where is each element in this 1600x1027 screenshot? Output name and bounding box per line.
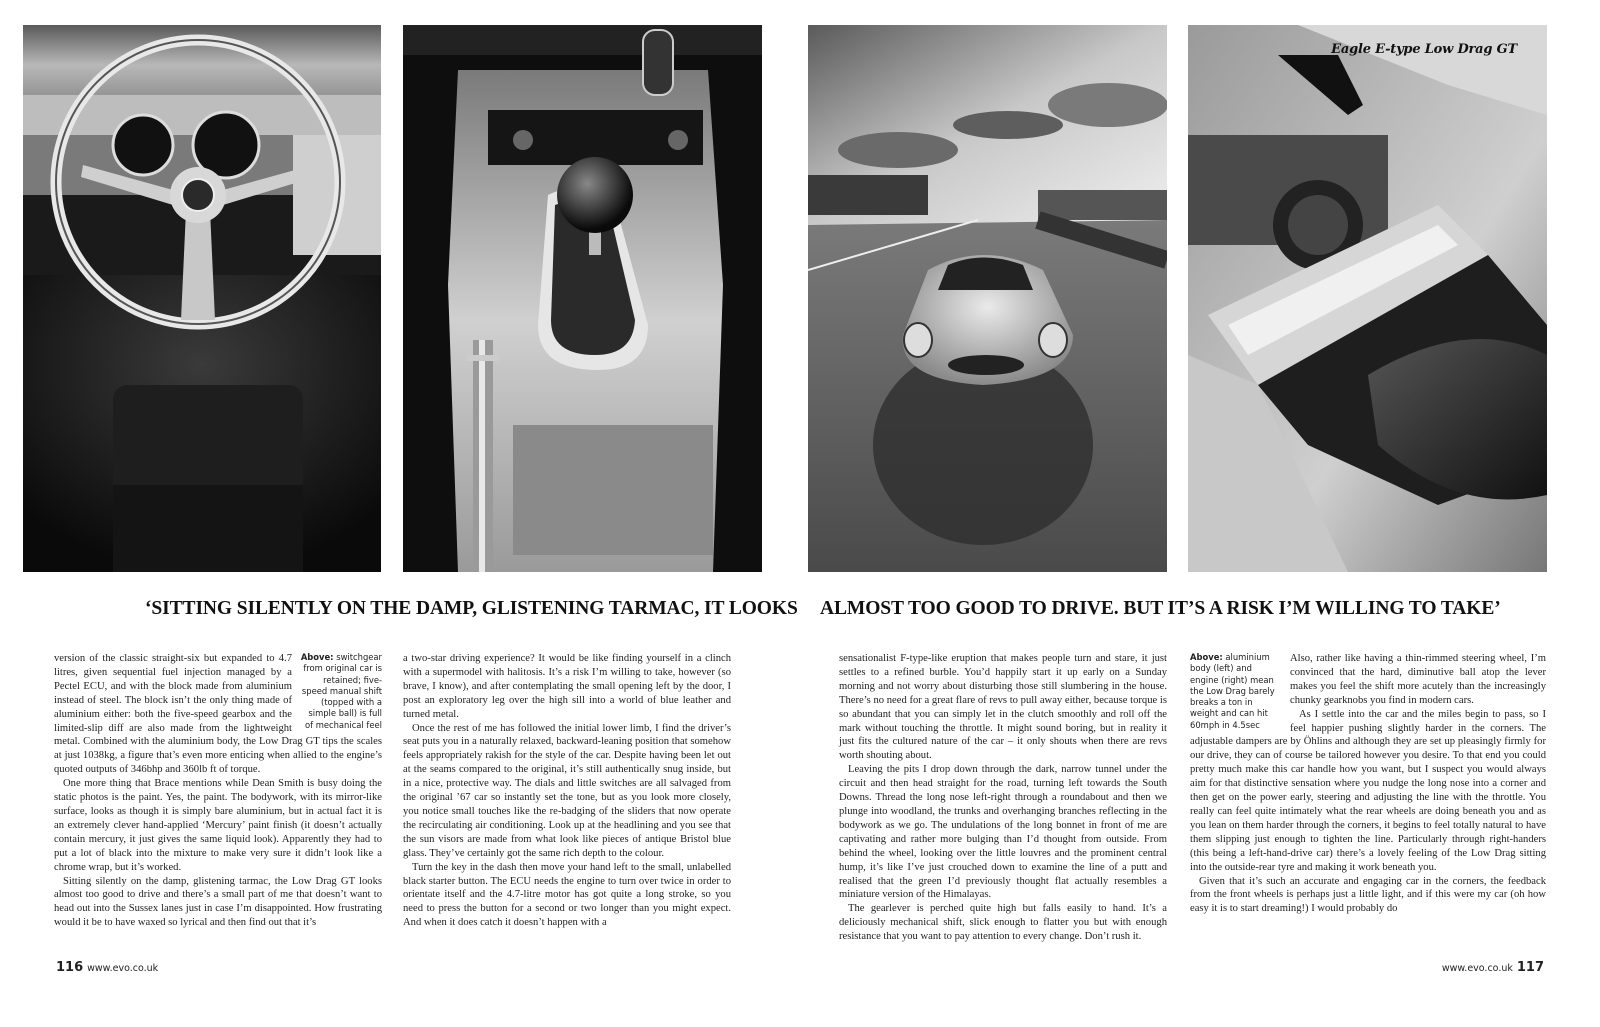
photo-title: Eagle E-type Low Drag GT	[1331, 42, 1517, 57]
paragraph: version of the classic straight-six but expanded to 4.7 litres, given sequential fuel injection managed by a Pectel ECU, and with the block made from aluminium instead of steel. The block isn’t the only thing made of aluminium either: both the five-speed gearbox and the limited-slip diff are also made from the lightweight metal. Combined with the aluminium body, the Low Drag GT tips the scales at just 1038kg, a figure that’s even more enticing when allied to the engine’s quoted outputs of 346bhp and 360lb ft of torque.	[54, 653, 382, 776]
paragraph: As I settle into the car and the miles begin to pass, so I feel happier pushing slightly harder in the corners. The adjustable dampers are by Öhlins and although they are set up pleasingly firmly for our drive, they can of course be tailored however you desire. To that end you could pretty much make this car handle how you want, but I suspect you would always aim for that distinctive sensation where you nudge the long nose into a corner and then get on the power early, steering and adjusting the line with the throttle. You really can feel quite intimately what the rear wheels are doing beneath you and as you lean on them harder through the corners, it begins to feel totally natural to have them slipping just enough to tighten the line. Particularly through right-handers (this being a left-hand-drive car) there’s a lovely feeling of the Low Drag sitting into the outside-rear tyre and making it work beneath you.	[1190, 708, 1546, 873]
photo-engine-bay	[1188, 25, 1547, 572]
photo-car-on-track	[808, 25, 1167, 572]
folio-right	[1442, 960, 1548, 975]
body-column-4	[1190, 652, 1546, 916]
caption-left	[300, 652, 382, 731]
car-on-track-illustration	[808, 25, 1167, 572]
caption-text: switchgear from original car is retained; five-speed manual shift (topped with a simple ball) is full of mechanical feel	[301, 652, 382, 730]
body-column-1	[54, 652, 382, 930]
paragraph: The gearlever is perched quite high but falls easily to hand. It’s a deliciously mechanical shift, slick enough to flatter you but with enough resistance that you want to pay attention to every change. Don’t rush it.	[839, 903, 1167, 943]
paragraph: Once the rest of me has followed the initial lower limb, I find the driver’s seat puts you in a naturally relaxed, backward-leaning position that somehow feels appropriately rakish for the style of the car. Despite having been let out at the seams compared to the original, it’s still authentically snug inside, but in a nice, protective way. The dials and little switches are all salvaged from the original ’67 car so instantly set the tone, but as you look more closely, you notice small touches like the re-badging of the sliders that now operate the recirculating air conditioning. Look up at the headlining and you see that the sun visors are made from what look like pieces of antique Bristol blue glass. They’ve certainly got the same rich depth to the colour.	[403, 722, 731, 859]
paragraph: Turn the key in the dash then move your hand left to the small, unlabelled black starter button. The ECU needs the engine to turn over twice in order to orientate itself and the 4.7-litre motor has got quite a long stroke, so you need to press the button for a second or two longer than you might expect. And when it does catch it doesn’t happen with a	[403, 861, 731, 929]
caption-label: Above:	[300, 652, 334, 662]
caption-right	[1190, 652, 1282, 731]
caption-text: aluminium body (left) and engine (right) mean the Low Drag barely breaks a ton in weight and can hit 60mph in 4.5sec	[1190, 652, 1275, 730]
caption-label: Above:	[1190, 652, 1223, 662]
pullquote-left: ‘SITTING SILENTLY ON THE DAMP, GLISTENING TARMAC, IT LOOKS	[145, 598, 798, 619]
steering-wheel-illustration	[23, 25, 381, 572]
paragraph: Leaving the pits I drop down through the dark, narrow tunnel under the circuit and then head straight for the road, turning left towards the South Downs. Thread the long nose left-right through a roundabout and then we plunge into woodland, the trunks and overhanging branches reflecting in the bodywork as we go. The undulations of the long bonnet in front of me are captivating and rather more bulging than I’d thought from outside. From behind the wheel, looking over the little louvres and the prominent central hump, it’s like I’ve just crouched down to examine the line of a putt and realised that the green I’d previously thought flat actually resembles a miniature version of the Himalayas.	[839, 764, 1167, 901]
photo-gearknob	[403, 25, 762, 572]
pullquote-right: ALMOST TOO GOOD TO DRIVE. BUT IT’S A RISK I’M WILLING TO TAKE’	[820, 598, 1501, 619]
paragraph: sensationalist F-type-like eruption that makes people turn and stare, it just settles to a refined burble. You’d happily start it up early on a Sunday morning and not worry about disturbing those still slumbering in the house. There’s no need for a great flare of revs to pull away either, because torque is so abundant that you can simply let in the clutch smoothly and roll off the mark without touching the throttle. It might sound boring, but in reality it just fits the cultured nature of the car – it only shouts when there are revs worth shouting about.	[839, 653, 1167, 762]
engine-bay-illustration	[1188, 25, 1547, 572]
page-number-right: 117	[1516, 960, 1544, 975]
gearknob-illustration	[403, 25, 762, 572]
folio-left	[52, 960, 158, 975]
paragraph: One more thing that Brace mentions while Dean Smith is busy doing the static photos is the paint. Yes, the paint. The bodywork, with its mirror-like surface, looks as though it is simply bare aluminium, but in actual fact it is an extremely clever hand-applied ‘Mercury’ paint finish (it doesn’t actually contain mercury, it just gives the same liquid look). Apparently they had to put a lot of black into the mixture to make very sure it didn’t look like a chrome wrap, but it’s worked.	[54, 778, 382, 873]
paragraph: Sitting silently on the damp, glistening tarmac, the Low Drag GT looks almost too good to drive and there’s a small part of me that doesn’t want to head out into the Sussex lanes just in case I’m disappointed. How frustrating would it be to have waxed so lyrical and then find out that it’s	[54, 875, 382, 929]
body-column-3	[839, 652, 1167, 944]
body-column-2	[403, 652, 731, 930]
folio-url: www.evo.co.uk	[1441, 963, 1513, 974]
folio-url: www.evo.co.uk	[87, 963, 159, 974]
paragraph: Also, rather like having a thin-rimmed steering wheel, I’m convinced that the hard, diminutive ball atop the lever makes you feel the shift more acutely than the increasingly chunky gearknobs you find in modern cars.	[1290, 653, 1546, 706]
page-number-left: 116	[56, 960, 84, 975]
paragraph: Given that it’s such an accurate and engaging car in the corners, the feedback from the front wheels is perhaps just a little light, and if this were my car (oh how easy it is to start dreaming!) I would probably do	[1190, 875, 1546, 915]
photo-steering-wheel	[23, 25, 381, 572]
paragraph: a two-star driving experience? It would be like finding yourself in a clinch with a supermodel with halitosis. It’s a risk I’m willing to take, however (so brave, I know), and after contemplating the small opening left by the door, I post an exploratory leg over the high sill into a world of blue leather and turned metal.	[403, 653, 731, 720]
